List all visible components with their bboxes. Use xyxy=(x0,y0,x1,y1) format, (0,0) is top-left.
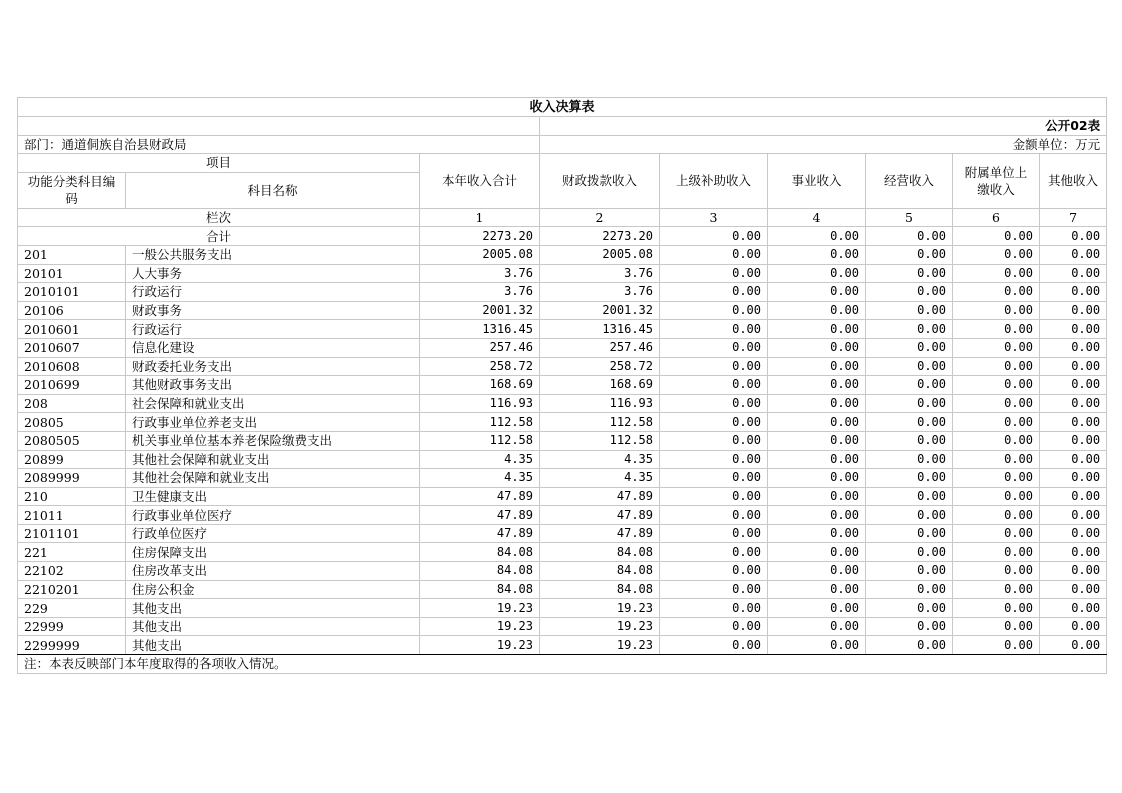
subject-code: 22999 xyxy=(18,617,126,636)
amount-cell: 0.00 xyxy=(866,506,953,525)
amount-cell: 0.00 xyxy=(660,506,768,525)
subject-name: 行政事业单位医疗 xyxy=(126,506,420,525)
subject-code: 221 xyxy=(18,543,126,562)
amount-cell: 0.00 xyxy=(1040,376,1107,395)
subject-name: 其他社会保障和就业支出 xyxy=(126,469,420,488)
index-cell: 3 xyxy=(660,208,768,227)
subject-code: 210 xyxy=(18,487,126,506)
subject-name: 行政运行 xyxy=(126,320,420,339)
amount-cell: 3.76 xyxy=(420,283,540,302)
header-business: 事业收入 xyxy=(768,154,866,209)
amount-cell: 0.00 xyxy=(1040,264,1107,283)
amount-cell: 0.00 xyxy=(768,617,866,636)
total-value: 0.00 xyxy=(866,227,953,246)
total-label: 合计 xyxy=(18,227,420,246)
amount-cell: 0.00 xyxy=(953,580,1040,599)
subject-code: 2080505 xyxy=(18,431,126,450)
total-value: 0.00 xyxy=(1040,227,1107,246)
table-row xyxy=(18,394,1107,413)
amount-cell: 0.00 xyxy=(953,394,1040,413)
amount-cell: 0.00 xyxy=(953,524,1040,543)
amount-cell: 0.00 xyxy=(866,357,953,376)
amount-cell: 0.00 xyxy=(866,338,953,357)
index-label: 栏次 xyxy=(18,208,420,227)
amount-cell: 0.00 xyxy=(953,506,1040,525)
income-table xyxy=(17,97,1107,674)
subject-code: 2010101 xyxy=(18,283,126,302)
index-cell: 2 xyxy=(540,208,660,227)
subject-name: 机关事业单位基本养老保险缴费支出 xyxy=(126,431,420,450)
amount-cell: 0.00 xyxy=(768,599,866,618)
amount-cell: 2005.08 xyxy=(420,245,540,264)
amount-cell: 0.00 xyxy=(768,469,866,488)
amount-cell: 84.08 xyxy=(540,580,660,599)
amount-cell: 0.00 xyxy=(953,301,1040,320)
unit-label: 金额单位：万元 xyxy=(540,135,1107,154)
amount-cell: 0.00 xyxy=(660,487,768,506)
amount-cell: 0.00 xyxy=(866,599,953,618)
table-row xyxy=(18,450,1107,469)
table-row xyxy=(18,245,1107,264)
amount-cell: 0.00 xyxy=(768,450,866,469)
department-label: 部门：通道侗族自治县财政局 xyxy=(18,135,540,154)
amount-cell: 0.00 xyxy=(768,506,866,525)
amount-cell: 258.72 xyxy=(420,357,540,376)
table-row xyxy=(18,469,1107,488)
amount-cell: 84.08 xyxy=(420,580,540,599)
income-statement-sheet xyxy=(17,97,1106,674)
amount-cell: 0.00 xyxy=(660,469,768,488)
amount-cell: 0.00 xyxy=(660,264,768,283)
amount-cell: 0.00 xyxy=(866,580,953,599)
header-item: 项目 xyxy=(18,154,420,173)
subject-code: 20101 xyxy=(18,264,126,283)
amount-cell: 0.00 xyxy=(768,562,866,581)
subject-code: 20899 xyxy=(18,450,126,469)
table-row xyxy=(18,487,1107,506)
amount-cell: 1316.45 xyxy=(540,320,660,339)
amount-cell: 0.00 xyxy=(660,450,768,469)
table-row xyxy=(18,283,1107,302)
amount-cell: 0.00 xyxy=(768,487,866,506)
amount-cell: 0.00 xyxy=(1040,413,1107,432)
amount-cell: 0.00 xyxy=(866,617,953,636)
subject-code: 20106 xyxy=(18,301,126,320)
amount-cell: 0.00 xyxy=(866,394,953,413)
table-row xyxy=(18,636,1107,655)
amount-cell: 47.89 xyxy=(420,524,540,543)
amount-cell: 0.00 xyxy=(1040,450,1107,469)
amount-cell: 112.58 xyxy=(420,413,540,432)
subject-code: 2299999 xyxy=(18,636,126,655)
amount-cell: 0.00 xyxy=(768,413,866,432)
total-value: 0.00 xyxy=(768,227,866,246)
amount-cell: 116.93 xyxy=(420,394,540,413)
amount-cell: 0.00 xyxy=(1040,543,1107,562)
amount-cell: 0.00 xyxy=(953,487,1040,506)
amount-cell: 0.00 xyxy=(866,562,953,581)
table-title: 收入决算表 xyxy=(18,98,1107,117)
subject-name: 人大事务 xyxy=(126,264,420,283)
amount-cell: 19.23 xyxy=(420,636,540,655)
amount-cell: 0.00 xyxy=(660,245,768,264)
subject-name: 行政运行 xyxy=(126,283,420,302)
amount-cell: 4.35 xyxy=(420,450,540,469)
amount-cell: 0.00 xyxy=(866,376,953,395)
amount-cell: 0.00 xyxy=(768,357,866,376)
form-code: 公开02表 xyxy=(540,117,1107,136)
amount-cell: 0.00 xyxy=(953,413,1040,432)
table-row xyxy=(18,617,1107,636)
amount-cell: 0.00 xyxy=(866,543,953,562)
amount-cell: 47.89 xyxy=(420,487,540,506)
amount-cell: 0.00 xyxy=(953,245,1040,264)
subject-name: 住房改革支出 xyxy=(126,562,420,581)
amount-cell: 0.00 xyxy=(866,413,953,432)
amount-cell: 2001.32 xyxy=(420,301,540,320)
header-code: 功能分类科目编码 xyxy=(18,172,126,208)
amount-cell: 0.00 xyxy=(660,394,768,413)
amount-cell: 4.35 xyxy=(540,450,660,469)
amount-cell: 0.00 xyxy=(660,562,768,581)
amount-cell: 0.00 xyxy=(768,301,866,320)
amount-cell: 47.89 xyxy=(540,506,660,525)
amount-cell: 3.76 xyxy=(540,264,660,283)
amount-cell: 0.00 xyxy=(768,431,866,450)
table-row xyxy=(18,264,1107,283)
subject-name: 其他支出 xyxy=(126,617,420,636)
total-value: 0.00 xyxy=(660,227,768,246)
amount-cell: 0.00 xyxy=(1040,431,1107,450)
amount-cell: 168.69 xyxy=(540,376,660,395)
amount-cell: 19.23 xyxy=(420,617,540,636)
subject-name: 行政单位医疗 xyxy=(126,524,420,543)
amount-cell: 3.76 xyxy=(540,283,660,302)
total-row xyxy=(18,227,1107,246)
table-row xyxy=(18,376,1107,395)
amount-cell: 0.00 xyxy=(1040,320,1107,339)
amount-cell: 0.00 xyxy=(660,376,768,395)
amount-cell: 112.58 xyxy=(540,413,660,432)
subject-name: 其他社会保障和就业支出 xyxy=(126,450,420,469)
amount-cell: 19.23 xyxy=(540,599,660,618)
amount-cell: 0.00 xyxy=(768,283,866,302)
amount-cell: 0.00 xyxy=(953,543,1040,562)
amount-cell: 84.08 xyxy=(420,562,540,581)
amount-cell: 0.00 xyxy=(866,469,953,488)
subject-name: 信息化建设 xyxy=(126,338,420,357)
amount-cell: 0.00 xyxy=(1040,487,1107,506)
amount-cell: 0.00 xyxy=(768,245,866,264)
subject-code: 2089999 xyxy=(18,469,126,488)
amount-cell: 0.00 xyxy=(1040,636,1107,655)
amount-cell: 0.00 xyxy=(1040,338,1107,357)
table-row xyxy=(18,562,1107,581)
amount-cell: 84.08 xyxy=(540,562,660,581)
amount-cell: 0.00 xyxy=(953,469,1040,488)
amount-cell: 0.00 xyxy=(768,636,866,655)
amount-cell: 0.00 xyxy=(1040,562,1107,581)
subject-name: 住房公积金 xyxy=(126,580,420,599)
amount-cell: 257.46 xyxy=(540,338,660,357)
amount-cell: 3.76 xyxy=(420,264,540,283)
header-affiliated: 附属单位上缴收入 xyxy=(953,154,1040,209)
amount-cell: 19.23 xyxy=(540,617,660,636)
amount-cell: 0.00 xyxy=(866,431,953,450)
amount-cell: 0.00 xyxy=(768,376,866,395)
index-cell: 6 xyxy=(953,208,1040,227)
amount-cell: 0.00 xyxy=(660,543,768,562)
amount-cell: 0.00 xyxy=(866,283,953,302)
subject-code: 2210201 xyxy=(18,580,126,599)
subject-code: 201 xyxy=(18,245,126,264)
subject-name: 其他财政事务支出 xyxy=(126,376,420,395)
table-row xyxy=(18,506,1107,525)
amount-cell: 0.00 xyxy=(953,450,1040,469)
amount-cell: 84.08 xyxy=(420,543,540,562)
amount-cell: 0.00 xyxy=(660,301,768,320)
index-cell: 7 xyxy=(1040,208,1107,227)
amount-cell: 19.23 xyxy=(540,636,660,655)
amount-cell: 0.00 xyxy=(1040,469,1107,488)
amount-cell: 0.00 xyxy=(953,376,1040,395)
index-cell: 5 xyxy=(866,208,953,227)
amount-cell: 168.69 xyxy=(420,376,540,395)
amount-cell: 0.00 xyxy=(660,617,768,636)
table-row xyxy=(18,543,1107,562)
amount-cell: 0.00 xyxy=(953,562,1040,581)
amount-cell: 0.00 xyxy=(660,599,768,618)
subject-name: 财政委托业务支出 xyxy=(126,357,420,376)
amount-cell: 258.72 xyxy=(540,357,660,376)
index-row xyxy=(18,208,1107,227)
amount-cell: 0.00 xyxy=(768,264,866,283)
amount-cell: 0.00 xyxy=(660,283,768,302)
total-value: 2273.20 xyxy=(540,227,660,246)
table-row xyxy=(18,599,1107,618)
amount-cell: 0.00 xyxy=(768,338,866,357)
subject-code: 2010699 xyxy=(18,376,126,395)
table-row xyxy=(18,338,1107,357)
amount-cell: 0.00 xyxy=(660,580,768,599)
amount-cell: 84.08 xyxy=(540,543,660,562)
subject-name: 其他支出 xyxy=(126,636,420,655)
amount-cell: 0.00 xyxy=(1040,599,1107,618)
table-row xyxy=(18,580,1107,599)
header-total: 本年收入合计 xyxy=(420,154,540,209)
amount-cell: 0.00 xyxy=(866,636,953,655)
header-operating: 经营收入 xyxy=(866,154,953,209)
amount-cell: 0.00 xyxy=(866,320,953,339)
amount-cell: 0.00 xyxy=(768,580,866,599)
subject-name: 其他支出 xyxy=(126,599,420,618)
table-row xyxy=(18,357,1107,376)
amount-cell: 0.00 xyxy=(660,413,768,432)
amount-cell: 0.00 xyxy=(953,431,1040,450)
amount-cell: 0.00 xyxy=(768,543,866,562)
subject-code: 2101101 xyxy=(18,524,126,543)
table-row xyxy=(18,301,1107,320)
note-row xyxy=(18,655,1107,674)
amount-cell: 0.00 xyxy=(1040,357,1107,376)
amount-cell: 0.00 xyxy=(953,320,1040,339)
subject-code: 2010607 xyxy=(18,338,126,357)
amount-cell: 0.00 xyxy=(866,487,953,506)
amount-cell: 47.89 xyxy=(540,487,660,506)
table-row xyxy=(18,320,1107,339)
amount-cell: 0.00 xyxy=(660,338,768,357)
blank-cell xyxy=(18,117,540,136)
subject-code: 22102 xyxy=(18,562,126,581)
amount-cell: 4.35 xyxy=(540,469,660,488)
amount-cell: 0.00 xyxy=(768,394,866,413)
subject-name: 财政事务 xyxy=(126,301,420,320)
amount-cell: 0.00 xyxy=(660,636,768,655)
subject-name: 行政事业单位养老支出 xyxy=(126,413,420,432)
amount-cell: 0.00 xyxy=(660,524,768,543)
amount-cell: 0.00 xyxy=(866,524,953,543)
amount-cell: 0.00 xyxy=(866,450,953,469)
subject-name: 住房保障支出 xyxy=(126,543,420,562)
amount-cell: 2005.08 xyxy=(540,245,660,264)
amount-cell: 257.46 xyxy=(420,338,540,357)
amount-cell: 0.00 xyxy=(1040,283,1107,302)
subject-name: 社会保障和就业支出 xyxy=(126,394,420,413)
subject-name: 一般公共服务支出 xyxy=(126,245,420,264)
amount-cell: 112.58 xyxy=(540,431,660,450)
subject-code: 2010608 xyxy=(18,357,126,376)
amount-cell: 4.35 xyxy=(420,469,540,488)
subject-name: 卫生健康支出 xyxy=(126,487,420,506)
amount-cell: 0.00 xyxy=(660,320,768,339)
amount-cell: 0.00 xyxy=(866,245,953,264)
amount-cell: 0.00 xyxy=(953,264,1040,283)
amount-cell: 0.00 xyxy=(866,301,953,320)
amount-cell: 19.23 xyxy=(420,599,540,618)
header-fiscal: 财政拨款收入 xyxy=(540,154,660,209)
table-row xyxy=(18,413,1107,432)
subject-code: 2010601 xyxy=(18,320,126,339)
amount-cell: 47.89 xyxy=(420,506,540,525)
amount-cell: 0.00 xyxy=(1040,506,1107,525)
subject-code: 21011 xyxy=(18,506,126,525)
amount-cell: 0.00 xyxy=(1040,617,1107,636)
amount-cell: 0.00 xyxy=(866,264,953,283)
header-superior: 上级补助收入 xyxy=(660,154,768,209)
amount-cell: 0.00 xyxy=(1040,301,1107,320)
table-note: 注：本表反映部门本年度取得的各项收入情况。 xyxy=(18,655,1107,674)
amount-cell: 47.89 xyxy=(540,524,660,543)
table-row xyxy=(18,431,1107,450)
amount-cell: 0.00 xyxy=(953,357,1040,376)
total-value: 0.00 xyxy=(953,227,1040,246)
total-value: 2273.20 xyxy=(420,227,540,246)
index-cell: 4 xyxy=(768,208,866,227)
subject-code: 20805 xyxy=(18,413,126,432)
index-cell: 1 xyxy=(420,208,540,227)
amount-cell: 116.93 xyxy=(540,394,660,413)
amount-cell: 1316.45 xyxy=(420,320,540,339)
amount-cell: 0.00 xyxy=(1040,394,1107,413)
amount-cell: 0.00 xyxy=(1040,245,1107,264)
amount-cell: 0.00 xyxy=(660,431,768,450)
amount-cell: 0.00 xyxy=(768,320,866,339)
amount-cell: 0.00 xyxy=(1040,580,1107,599)
amount-cell: 0.00 xyxy=(953,636,1040,655)
amount-cell: 0.00 xyxy=(1040,524,1107,543)
amount-cell: 0.00 xyxy=(953,599,1040,618)
amount-cell: 0.00 xyxy=(660,357,768,376)
amount-cell: 0.00 xyxy=(768,524,866,543)
amount-cell: 2001.32 xyxy=(540,301,660,320)
table-row xyxy=(18,524,1107,543)
header-name: 科目名称 xyxy=(126,172,420,208)
amount-cell: 0.00 xyxy=(953,617,1040,636)
header-other: 其他收入 xyxy=(1040,154,1107,209)
amount-cell: 112.58 xyxy=(420,431,540,450)
amount-cell: 0.00 xyxy=(953,283,1040,302)
subject-code: 208 xyxy=(18,394,126,413)
subject-code: 229 xyxy=(18,599,126,618)
amount-cell: 0.00 xyxy=(953,338,1040,357)
